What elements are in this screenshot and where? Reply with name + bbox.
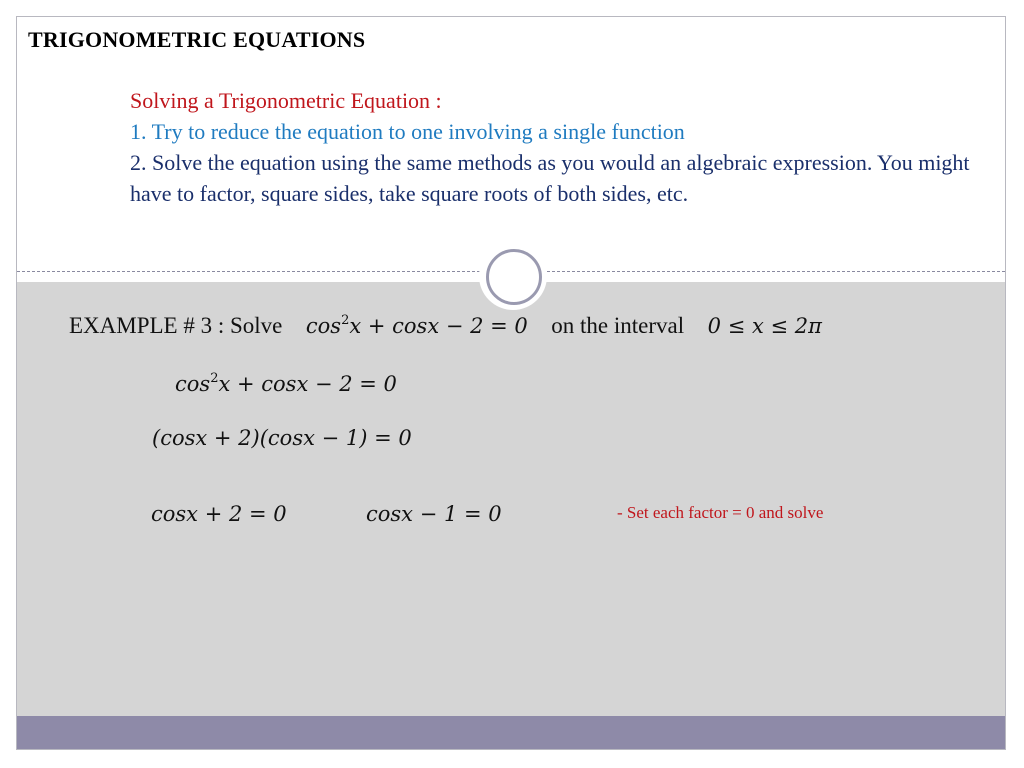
example-eq-func: cos <box>305 314 342 338</box>
footer-bar <box>17 716 1005 750</box>
slide-title: TRIGONOMETRIC EQUATIONS <box>28 27 366 52</box>
divider-circle-icon <box>486 249 542 305</box>
step-two: 2. Solve the equation using the same methods as you would an algebraic expression. You might have to factor, square sides, take square roots of both sides, etc. <box>130 150 970 206</box>
equation-factor-one: cosx + 2 = 0 <box>151 502 287 526</box>
eq1-rest: x + cosx − 2 = 0 <box>218 372 397 396</box>
example-label: EXAMPLE # 3 : Solve <box>69 313 283 338</box>
equation-factored: (cosx + 2)(cosx − 1) = 0 <box>152 426 412 450</box>
eq1-func: cos <box>175 372 211 396</box>
equation-original <box>175 372 397 396</box>
interval-expression: 0 ≤ x ≤ 2π <box>707 314 822 338</box>
hint-note: - Set each factor = 0 and solve <box>617 503 824 522</box>
interval-text: on the interval <box>551 313 685 338</box>
example-line <box>69 313 822 339</box>
eq1-power: 2 <box>210 370 219 386</box>
content-block <box>130 85 970 209</box>
example-eq-power: 2 <box>341 312 350 328</box>
slide <box>16 16 1006 750</box>
example-equation <box>306 314 528 338</box>
example-panel <box>17 282 1005 716</box>
step-one: 1. Try to reduce the equation to one involving a single function <box>130 119 685 144</box>
equation-factor-two: cosx − 1 = 0 <box>366 502 502 526</box>
top-panel <box>17 17 1005 272</box>
example-eq-rest: x + cosx − 2 = 0 <box>349 314 528 338</box>
subhead: Solving a Trigonometric Equation : <box>130 88 442 113</box>
